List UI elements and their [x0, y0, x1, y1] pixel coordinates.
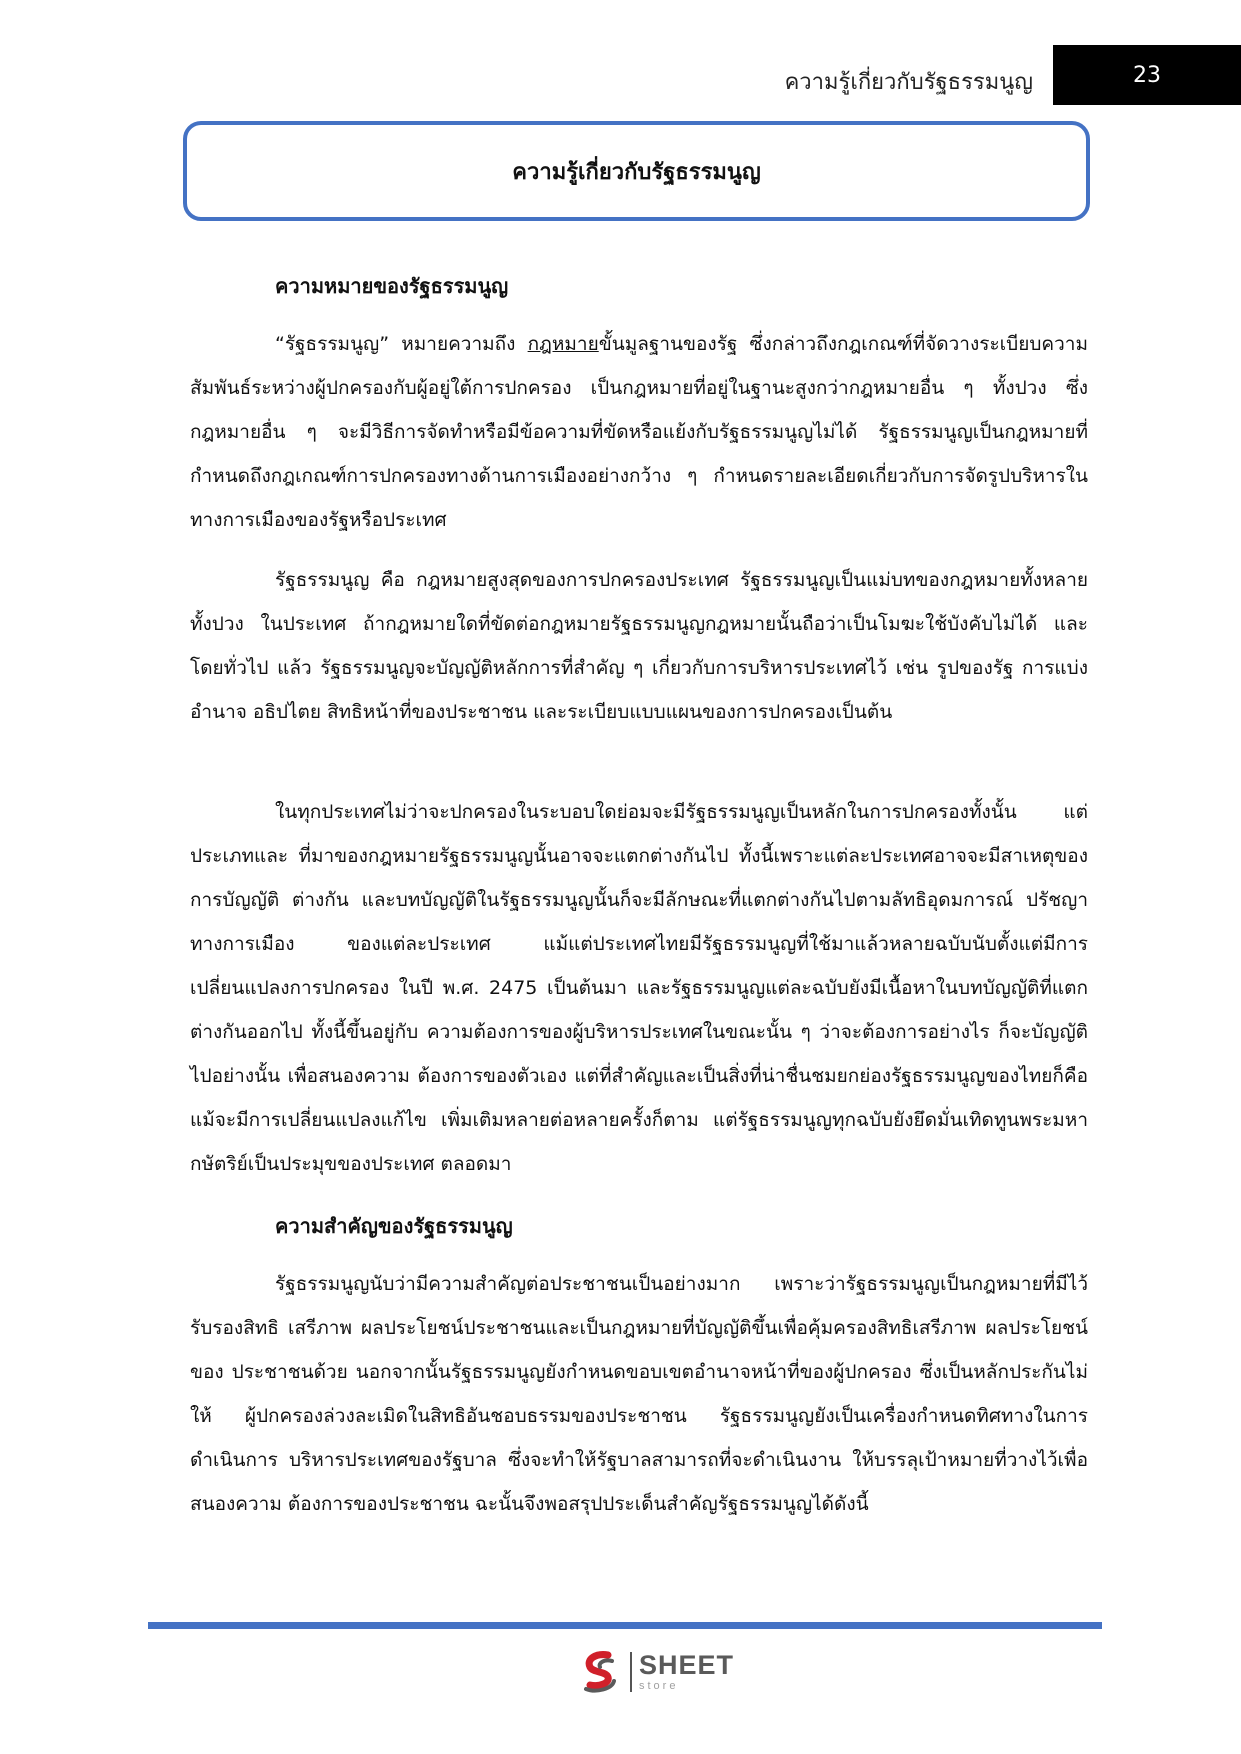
paragraph-definition [190, 322, 1088, 542]
paragraph-importance: รัฐธรรมนูญนับว่ามีความสำคัญต่อประชาชนเป็นอย่างมาก เพราะว่ารัฐธรรมนูญเป็นกฎหมายที่มีไว้รับรองสิทธิ เสรีภาพ ผลประโยชน์ประชาชนและเป็นกฎหมายที่บัญญัติขึ้นเพื่อคุ้มครองสิทธิเสรีภาพ ผลประโยชน์ของ ประชาชนด้วย นอกจากนั้นรัฐธรรมนูญยังกำหนดขอบเขตอำนาจหน้าที่ของผู้ปกครอง ซึ่งเป็นหลักประกันไม่ให้ ผู้ปกครองล่วงละเมิดในสิทธิอันชอบธรรมของประชาชน รัฐธรรมนูญยังเป็นเครื่องกำหนดทิศทางในการดำเนินการ บริหารประเทศของรัฐบาล ซึ่งจะทำให้รัฐบาลสามารถที่จะดำเนินงาน ให้บรรลุเป้าหมายที่วางไว้เพื่อสนองความ ต้องการของประชาชน ฉะนั้นจึงพอสรุปประเด็นสำคัญรัฐธรรมนูญได้ดังนี้ [190, 1273, 1088, 1515]
page-title: ความรู้เกี่ยวกับรัฐธรรมนูญ [512, 159, 761, 185]
paragraph-supreme-law: รัฐธรรมนูญ คือ กฎหมายสูงสุดของการปกครองประเทศ รัฐธรรมนูญเป็นแม่บทของกฎหมายทั้งหลายทั้งปวง ในประเทศ ถ้ากฎหมายใดที่ขัดต่อกฎหมายรัฐธรรมนูญกฎหมายนั้นถือว่าเป็นโมฆะใช้บังคับไม่ได้ และโดยทั่วไป แล้ว รัฐธรรมนูญจะบัญญัติหลักการที่สำคัญ ๆ เกี่ยวกับการบริหารประเทศไว้ เช่น รูปของรัฐ การแบ่งอำนาจ อธิปไตย สิทธิหน้าที่ของประชาชน และระเบียบแบบแผนของการปกครองเป็นต้น [190, 569, 1088, 723]
paragraph-definition-start: “รัฐธรรมนูญ” หมายความถึง [275, 333, 528, 355]
paragraph-definition-rest: ขั้นมูลฐานของรัฐ ซึ่งกล่าวถึงกฎเกณฑ์ที่จัดวางระเบียบความสัมพันธ์ระหว่างผู้ปกครองกับผู้อยู่ใต้การปกครอง เป็นกฎหมายที่อยู่ในฐานะสูงกว่ากฎหมายอื่น ๆ ทั้งปวง ซึ่งกฎหมายอื่น ๆ จะมีวิธีการจัดทำหรือมีข้อความที่ขัดหรือแย้งกับรัฐธรรมนูญไม่ได้ รัฐธรรมนูญเป็นกฎหมายที่กำหนดถึงกฎเกณฑ์การปกครองทางด้านการเมืองอย่างกว้าง ๆ กำหนดรายละเอียดเกี่ยวกับการจัดรูปบริหารในทางการเมืองของรัฐหรือประเทศ [190, 333, 1088, 531]
title-box [183, 121, 1090, 221]
logo-divider [630, 1652, 632, 1692]
page-number-box [1053, 45, 1241, 105]
footer-logo [578, 1645, 734, 1699]
page-number: 23 [1133, 62, 1161, 88]
section-heading-importance: ความสำคัญของรัฐธรรมนูญ [275, 1214, 513, 1238]
running-header-title: ความรู้เกี่ยวกับรัฐธรรมนูญ [784, 70, 1033, 95]
paragraph-every-country: ในทุกประเทศไม่ว่าจะปกครองในระบอบใดย่อมจะมีรัฐธรรมนูญเป็นหลักในการปกครองทั้งนั้น แต่ประเภทและ ที่มาของกฎหมายรัฐธรรมนูญนั้นอาจจะแตกต่างกันไป ทั้งนี้เพราะแต่ละประเทศอาจจะมีสาเหตุของการบัญญัติ ต่างกัน และบทบัญญัติในรัฐธรรมนูญนั้นก็จะมีลักษณะที่แตกต่างกันไปตามลัทธิอุดมการณ์ ปรัชญาทางการเมือง ของแต่ละประเทศ แม้แต่ประเทศไทยมีรัฐธรรมนูญที่ใช้มาแล้วหลายฉบับนับตั้งแต่มีการเปลี่ยนแปลงการปกครอง ในปี พ.ศ. 2475 เป็นต้นมา และรัฐธรรมนูญแต่ละฉบับยังมีเนื้อหาในบทบัญญัติที่แตกต่างกันออกไป ทั้งนี้ขึ้นอยู่กับ ความต้องการของผู้บริหารประเทศในขณะนั้น ๆ ว่าจะต้องการอย่างไร ก็จะบัญญัติไปอย่างนั้น เพื่อสนองความ ต้องการของตัวเอง แต่ที่สำคัญและเป็นสิ่งที่น่าชื่นชมยกย่องรัฐธรรมนูญของไทยก็คือ แม้จะมีการเปลี่ยนแปลงแก้ไข เพิ่มเติมหลายต่อหลายครั้งก็ตาม แต่รัฐธรรมนูญทุกฉบับยังยึดมั่นเทิดทูนพระมหากษัตริย์เป็นประมุขของประเทศ ตลอดมา [190, 801, 1088, 1175]
logo-main-text: SHEET [639, 1650, 735, 1680]
logo-text [639, 1652, 734, 1692]
logo-sub-text: store [639, 1680, 679, 1692]
footer-rule [148, 1622, 1102, 1629]
section-heading-meaning: ความหมายของรัฐธรรมนูญ [275, 274, 509, 298]
underlined-term: กฎหมาย [527, 333, 599, 355]
sheet-store-logo-icon [578, 1649, 624, 1695]
